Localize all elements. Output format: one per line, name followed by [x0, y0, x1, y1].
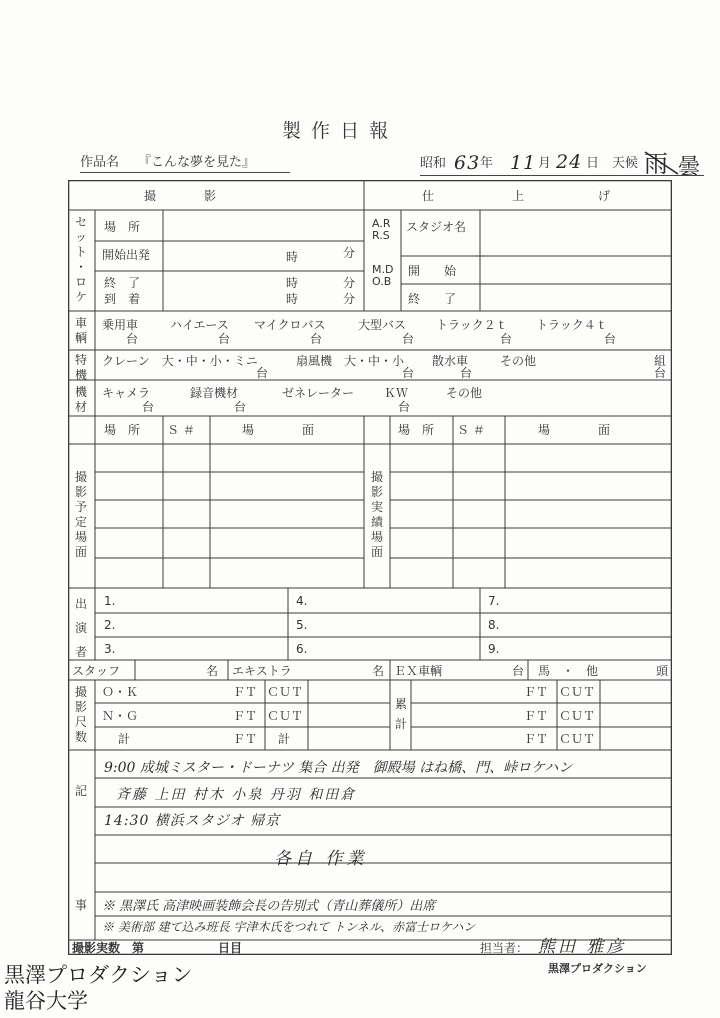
staff-unit: 名 [206, 664, 219, 678]
notes-side-top: 記 [75, 784, 88, 798]
equipment-other: その他 [446, 386, 483, 400]
arrival-minute-unit: 分 [343, 292, 356, 306]
finishing-header-2: 上 [512, 189, 525, 203]
staff-label: スタッフ [72, 664, 121, 678]
cast-2: 2. [104, 618, 116, 632]
cast-4: 4. [296, 594, 308, 608]
special-crane-unit: 台 [256, 366, 269, 380]
special-fan: 扇風機 大・中・小 [296, 354, 405, 368]
vehicle-car: 乗用車 [102, 318, 139, 332]
special-water-truck-unit: 台 [460, 366, 473, 380]
film-total-sum: 計 [278, 732, 291, 746]
cum-total-cut: ＣＵＴ [559, 732, 596, 746]
film-ng-ft: ＦＴ [233, 709, 258, 723]
weather-label: 天候 [612, 156, 639, 171]
departure-minute-unit: 分 [343, 246, 356, 260]
note-line-2: 斉藤 上田 村木 小泉 丹羽 和田倉 [116, 787, 357, 803]
studio-name-label: スタジオ名 [406, 220, 467, 234]
equipment-side-label: 機 材 [74, 385, 87, 414]
extra-label: エキストラ [232, 664, 292, 678]
special-fan-unit: 台 [402, 366, 415, 380]
arrival-hour-unit: 時 [286, 292, 299, 306]
vehicle-truck4t: トラック４ｔ [536, 318, 608, 332]
work-title-row [80, 152, 290, 174]
cast-8: 8. [488, 618, 500, 632]
report-form [68, 180, 672, 955]
special-other-set: 組 [654, 354, 667, 368]
month-unit: 月 [538, 156, 552, 171]
era-label: 昭和 [420, 156, 447, 171]
person-in-charge-value: 熊田 雅彦 [538, 937, 627, 957]
actual-col-scene-number: Ｓ ＃ [457, 423, 485, 437]
year-unit: 年 [480, 156, 494, 171]
special-crane: クレーン 大・中・小・ミニ [102, 354, 258, 368]
work-value: 『こんな夢を見た』 [138, 155, 256, 170]
document-title: 製 作 日 報 [282, 120, 391, 142]
vehicle-microbus-unit: 台 [310, 332, 323, 346]
cast-1: 1. [104, 594, 116, 608]
actual-col-scene: 場 面 [538, 423, 611, 437]
company-print: 黒澤プロダクション [548, 962, 647, 975]
cumulative-side-label: 累 計 [394, 697, 407, 731]
note-line-6: ※ 美術部 建て込み班長 宇津木氏をつれて トンネル、赤富士ロケハン [102, 920, 476, 934]
note-line-4: 各自 作業 [274, 849, 368, 869]
vehicle-bigbus: 大型バス [358, 318, 407, 332]
equipment-sound: 録音機材 [190, 386, 239, 400]
year-value: 63 [454, 152, 481, 174]
work-label: 作品名 [80, 155, 120, 170]
cum-ng-ft: ＦＴ [524, 709, 549, 723]
cast-side-label: 出 演 者 [74, 597, 87, 659]
vehicle-truck4t-unit: 台 [604, 332, 617, 346]
equipment-camera-unit: 台 [142, 400, 155, 414]
vehicle-bigbus-unit: 台 [402, 332, 415, 346]
note-line-1: 9:00 成城ミスター・ドーナツ 集合 出発 御殿場 はね橋、門、峠ロケハン [104, 760, 573, 776]
departure-hour-unit: 時 [286, 250, 299, 264]
equipment-kw-unit: 台 [398, 400, 411, 414]
cast-5: 5. [296, 618, 308, 632]
end-label: 終 了 [104, 276, 141, 290]
film-ok-label: Ｏ・Ｋ [102, 685, 139, 699]
weather-value: 曇 [678, 155, 702, 180]
watermark-line-1: 黒澤プロダクション [4, 963, 193, 987]
cum-ng-cut: ＣＵＴ [559, 709, 596, 723]
vehicle-car-unit: 台 [126, 332, 139, 346]
note-line-3: 14:30 横浜スタジオ 帰京 [104, 813, 281, 829]
vehicles-side-label: 車 輌 [74, 316, 87, 345]
vehicle-hiace: ハイエース [170, 318, 229, 332]
plan-col-scene-number: Ｓ ＃ [167, 423, 195, 437]
special-water-truck: 散水車 [432, 354, 469, 368]
day-value: 24 [556, 151, 583, 173]
finish-label: 終 了 [408, 292, 457, 306]
cast-9: 9. [488, 642, 500, 656]
person-in-charge-label: 担当者： [480, 941, 529, 955]
special-side-label: 特 機 [74, 353, 87, 382]
equipment-sound-unit: 台 [234, 400, 247, 414]
set-location-side-label: セ ッ ト ・ ロ ケ [74, 215, 87, 304]
vehicle-microbus: マイクロバス [254, 318, 326, 332]
film-ok-cut: ＣＵＴ [267, 685, 304, 699]
date-underline [420, 175, 704, 176]
arrival-label: 到 着 [104, 292, 141, 306]
finishing-header-1: 仕 [422, 189, 435, 203]
special-other-unit: 台 [654, 366, 667, 380]
departure-label: 開始出発 [102, 248, 151, 262]
cum-ok-cut: ＣＵＴ [559, 685, 596, 699]
cast-3: 3. [104, 642, 116, 656]
vehicle-truck2t: トラック２ｔ [436, 318, 508, 332]
cum-ok-ft: ＦＴ [524, 685, 549, 699]
month-value: 11 [510, 152, 537, 174]
place-label: 場 所 [104, 220, 141, 234]
horse-unit: 頭 [656, 664, 669, 678]
day-unit: 日 [586, 156, 600, 171]
extra-unit: 名 [372, 664, 385, 678]
horse-label: 馬 ・ 他 [538, 664, 599, 678]
film-total-ft: ＦＴ [233, 732, 258, 746]
shooting-days-unit: 日目 [218, 941, 243, 955]
shooting-header: 撮 影 [144, 189, 217, 203]
date-row [420, 148, 710, 178]
plan-col-place: 場 所 [104, 423, 141, 437]
form-grid-lines [68, 180, 672, 955]
film-total-label: 計 [118, 732, 131, 746]
ex-vehicle-unit: 台 [512, 664, 525, 678]
film-ng-cut: ＣＵＴ [267, 709, 304, 723]
ars-label: A.R R.S [372, 217, 391, 242]
end-minute-unit: 分 [343, 276, 356, 290]
vehicle-truck2t-unit: 台 [500, 332, 513, 346]
actual-col-place: 場 所 [398, 423, 435, 437]
vehicle-hiace-unit: 台 [218, 332, 231, 346]
film-ng-label: Ｎ・Ｇ [102, 709, 139, 723]
film-side-label: 撮 影 尺 数 [74, 685, 87, 744]
equipment-generator: ゼネレーター [282, 386, 355, 400]
film-ok-ft: ＦＴ [233, 685, 258, 699]
ex-vehicle-label: ＥＸ車輌 [394, 664, 443, 678]
notes-side-bottom: 事 [75, 898, 88, 912]
cast-7: 7. [488, 594, 500, 608]
end-hour-unit: 時 [286, 276, 299, 290]
cast-6: 6. [296, 642, 308, 656]
actual-scenes-side-label: 撮 影 実 績 場 面 [370, 470, 383, 559]
watermark-line-2: 龍谷大学 [4, 989, 88, 1013]
cum-total-ft: ＦＴ [524, 732, 549, 746]
note-line-5: ※ 黒澤氏 高津映画装飾会長の告別式（青山葬儀所）出席 [102, 899, 436, 914]
special-other: その他 [500, 354, 537, 368]
plan-col-scene: 場 面 [242, 423, 315, 437]
finishing-header-3: げ [598, 189, 611, 203]
plan-scenes-side-label: 撮 影 予 定 場 面 [74, 470, 87, 559]
start-label: 開 始 [408, 264, 457, 278]
equipment-camera: キャメラ [102, 386, 151, 400]
work-underline [80, 172, 290, 173]
svg-text:雨: 雨 [644, 150, 668, 178]
mdob-label: M.D O.B [372, 263, 394, 288]
equipment-kw: ＫＷ [384, 386, 409, 400]
weather-rain-mark [642, 148, 682, 178]
shooting-days-label: 撮影実数 第 [72, 941, 145, 955]
